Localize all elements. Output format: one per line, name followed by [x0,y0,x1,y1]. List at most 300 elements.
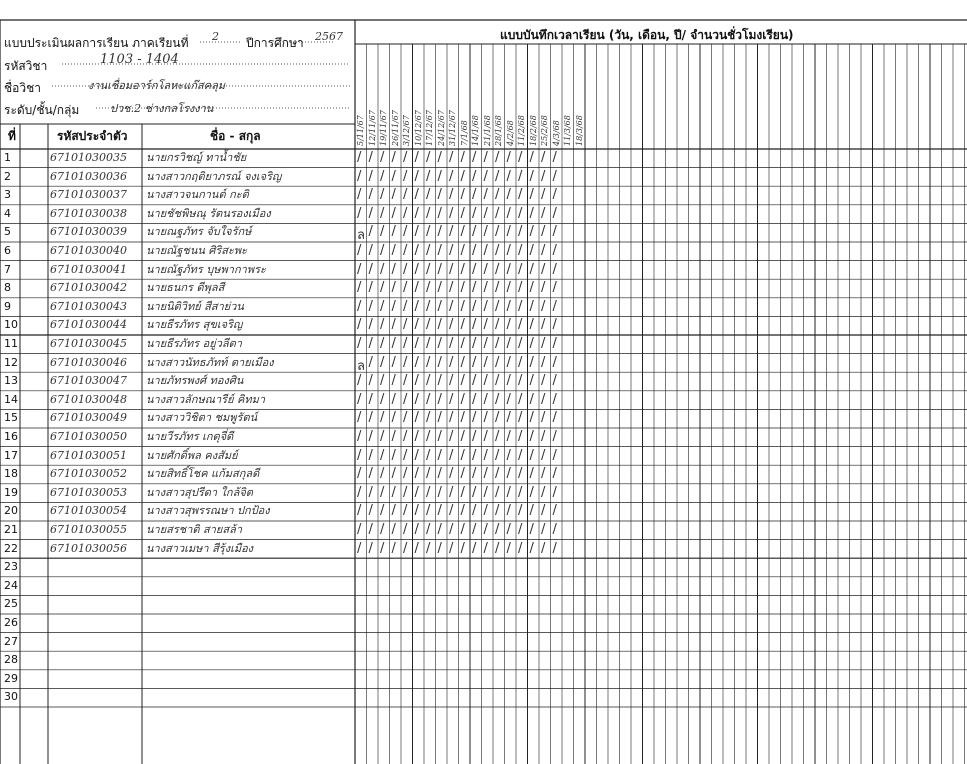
student-name: นายธีรภัทร สุขเจริญ [146,318,243,332]
date-header: 31/12/67 [448,110,457,146]
student-id: 67101030041 [50,262,127,276]
attendance-mark: / [506,187,511,203]
attendance-mark: / [357,317,362,333]
form-label: แบบประเมินผลการเรียน ภาคเรียนที่ [4,36,189,50]
attendance-mark: / [529,410,534,426]
student-id: 67101030045 [50,337,127,350]
attendance-mark: / [460,187,465,203]
attendance-mark: / [552,503,557,519]
subject-name-value: งานเชื่อมอาร์กโลหะแก๊สคลุม [88,79,226,92]
attendance-mark: / [460,503,465,519]
attendance-mark: / [449,373,454,389]
student-name: นางสาวเมษา สีรุ้งเมือง [146,541,254,555]
attendance-mark: / [368,187,373,203]
attendance-mark: / [426,317,431,333]
attendance-mark: / [426,354,431,370]
attendance-mark: / [391,280,396,296]
row-number: 18 [4,467,18,481]
attendance-mark: / [391,410,396,426]
row-number: 1 [4,151,11,164]
attendance-mark: / [529,354,534,370]
row-number: 10 [4,318,18,332]
attendance-mark: / [506,540,511,556]
attendance-mark: / [460,317,465,333]
row-number: 2 [4,169,11,183]
attendance-mark: / [506,168,511,184]
subject-code-value: 1103 - 1404 [100,52,179,67]
attendance-mark: / [518,336,523,351]
attendance-mark: / [368,336,373,351]
row-number: 28 [4,653,18,667]
attendance-mark: / [472,205,477,221]
attendance-mark: / [541,187,546,203]
attendance-mark: / [368,540,373,556]
attendance-mark: / [380,410,385,426]
attendance-mark: / [518,261,523,277]
attendance-mark: / [449,410,454,426]
date-header: 4/2/68 [505,120,515,146]
attendance-mark: / [391,224,396,240]
student-id: 67101030043 [50,299,127,313]
row-number: 19 [4,485,18,499]
attendance-mark: / [552,354,557,370]
attendance-mark: / [472,187,477,203]
attendance-mark: / [483,150,488,165]
attendance-mark: / [552,410,557,426]
date-header: 11/3/68 [563,115,572,146]
attendance-mark: / [426,540,431,556]
attendance-mark: / [529,168,534,184]
student-name: นายณฐภัทร จับใจรักษ์ [146,225,252,239]
attendance-mark: / [483,354,488,370]
attendance-mark: / [380,317,385,333]
attendance-mark: / [529,391,534,407]
attendance-mark: / [437,522,442,537]
attendance-mark: / [518,410,523,426]
attendance-mark: / [403,298,408,314]
attendance-mark: / [541,243,546,258]
attendance-mark: / [552,484,557,500]
attendance-mark: / [437,503,442,519]
attendance-mark: / [357,503,362,519]
attendance-mark: / [426,187,431,203]
row-number: 16 [4,430,18,443]
attendance-mark: / [506,224,511,240]
attendance-mark: / [518,187,523,203]
attendance-mark: / [437,540,442,556]
attendance-mark: / [529,522,534,537]
row-number: 24 [4,578,18,592]
attendance-mark: / [529,298,534,314]
attendance-mark: / [483,205,488,221]
student-id: 67101030051 [50,448,127,462]
col-header-name: ชื่อ - สกุล [210,129,261,143]
date-header: 26/11/67 [390,110,400,146]
attendance-mark: / [495,205,500,221]
student-id: 67101030037 [50,188,127,202]
attendance-mark: / [426,391,431,407]
attendance-mark: / [541,447,546,463]
attendance-mark: / [541,317,546,333]
attendance-mark: / [449,261,454,277]
attendance-mark: / [357,540,362,556]
attendance-mark: / [380,429,385,444]
attendance-mark: / [460,447,465,463]
attendance-mark: / [414,540,419,556]
attendance-mark: / [541,522,546,537]
attendance-mark: / [472,336,477,351]
attendance-mark: / [460,484,465,500]
attendance-mark: / [426,261,431,277]
attendance-mark: / [391,317,396,333]
attendance-mark: / [483,429,488,444]
attendance-mark: / [552,168,557,184]
attendance-mark: / [518,522,523,537]
attendance-mark: / [518,429,523,444]
attendance-mark: / [380,168,385,184]
student-name: นางสาวสุพรรณษา ปกป้อง [146,504,270,518]
attendance-mark: / [460,243,465,258]
attendance-mark: / [541,205,546,221]
attendance-mark: / [495,317,500,333]
row-number: 21 [4,523,18,536]
attendance-mark: / [403,187,408,203]
attendance-mark: / [414,410,419,426]
attendance-mark: / [368,261,373,277]
attendance-mark: / [403,391,408,407]
attendance-mark: / [495,168,500,184]
attendance-mark: / [541,168,546,184]
attendance-mark: / [357,298,362,314]
attendance-mark: / [357,522,362,537]
attendance-mark: / [426,503,431,519]
attendance-mark: / [437,298,442,314]
attendance-mark: / [403,484,408,500]
attendance-mark: / [518,280,523,296]
attendance-mark: / [380,205,385,221]
attendance-mark: / [506,298,511,314]
attendance-mark: / [437,280,442,296]
attendance-mark: / [380,187,385,203]
attendance-mark: / [518,391,523,407]
attendance-mark: / [437,484,442,500]
attendance-mark: / [391,150,396,165]
attendance-mark: / [529,484,534,500]
student-id: 67101030036 [50,169,127,183]
row-number: 5 [4,225,11,239]
row-number: 6 [4,244,11,257]
attendance-mark: / [518,354,523,370]
attendance-mark: / [472,429,477,444]
attendance-mark: / [391,187,396,203]
attendance-mark: / [449,224,454,240]
attendance-mark: / [414,187,419,203]
student-name: นางสาวนัทธภัทท์ ตายเมือง [146,355,274,369]
attendance-mark: / [472,447,477,463]
year-value: 2567 [315,30,343,43]
attendance-mark: / [449,447,454,463]
attendance-mark: / [541,391,546,407]
attendance-mark: / [460,540,465,556]
attendance-mark: / [552,243,557,258]
attendance-mark: / [552,298,557,314]
attendance-mark: / [403,503,408,519]
attendance-mark: / [368,205,373,221]
attendance-mark: / [483,168,488,184]
attendance-mark: / [506,447,511,463]
attendance-mark: / [541,410,546,426]
attendance-mark: / [449,354,454,370]
attendance-mark: / [506,410,511,426]
attendance-mark: / [357,261,362,277]
attendance-mark: / [529,280,534,296]
attendance-mark: / [391,243,396,258]
attendance-mark: / [368,484,373,500]
attendance-mark: / [391,447,396,463]
attendance-mark: / [368,429,373,444]
attendance-mark: / [483,224,488,240]
attendance-mark: / [541,354,546,370]
attendance-mark: / [495,522,500,537]
attendance-mark: / [552,373,557,389]
date-header: 10/12/67 [413,110,423,146]
attendance-mark: / [403,354,408,370]
attendance-mark: / [552,187,557,203]
attendance-mark: / [495,298,500,314]
attendance-mark: / [357,391,362,407]
attendance-mark: / [368,224,373,240]
row-number: 25 [4,597,18,611]
student-name: นายชัชพิษณุ รัตนรองเมือง [146,206,271,220]
attendance-mark: / [414,447,419,463]
attendance-mark: / [529,336,534,351]
attendance-mark: / [437,168,442,184]
student-id: 67101030054 [50,504,127,518]
attendance-mark: / [495,336,500,351]
attendance-mark: / [506,429,511,444]
attendance-mark: / [495,243,500,258]
attendance-mark: / [403,224,408,240]
attendance-mark: / [483,410,488,426]
date-header: 5/11/67 [356,115,365,146]
attendance-mark: / [426,410,431,426]
attendance-mark: / [368,168,373,184]
attendance-mark: / [506,205,511,221]
attendance-mark: / [449,298,454,314]
attendance-mark: / [552,466,557,482]
attendance-mark: / [483,280,488,296]
attendance-mark: ล [357,358,365,374]
attendance-mark: / [506,503,511,519]
attendance-mark: / [403,410,408,426]
attendance-mark: / [357,373,362,389]
attendance-mark: / [437,261,442,277]
attendance-mark: / [437,224,442,240]
row-number: 8 [4,281,11,295]
attendance-mark: / [437,373,442,389]
attendance-mark: / [426,224,431,240]
attendance-mark: / [552,429,557,444]
attendance-mark: / [506,354,511,370]
attendance-mark: / [472,150,477,165]
attendance-mark: / [472,503,477,519]
attendance-mark: / [495,187,500,203]
attendance-mark: / [357,410,362,426]
attendance-mark: / [437,354,442,370]
attendance-mark: / [426,373,431,389]
student-name: นายธีรภัทร อยู่วลีตา [146,337,242,350]
attendance-mark: / [380,503,385,519]
attendance-mark: / [391,336,396,351]
attendance-mark: / [426,150,431,165]
attendance-mark: / [483,466,488,482]
row-number: 12 [4,355,18,369]
attendance-mark: / [529,429,534,444]
attendance-mark: / [449,429,454,444]
attendance-mark: / [391,373,396,389]
attendance-mark: / [449,391,454,407]
attendance-mark: / [437,205,442,221]
student-name: นายกรวิชญ์ ทาน้ำชัย [146,151,247,164]
attendance-mark: / [414,317,419,333]
row-number: 23 [4,560,18,574]
attendance-mark: / [414,503,419,519]
attendance-mark: / [368,298,373,314]
date-header: 25/2/68 [540,115,549,146]
attendance-mark: / [426,484,431,500]
col-header-no: ที่ [8,129,16,143]
attendance-mark: / [552,280,557,296]
attendance-mark: / [529,224,534,240]
row-number: 22 [4,541,18,555]
student-id: 67101030047 [50,374,127,388]
attendance-mark: / [472,224,477,240]
attendance-mark: / [391,522,396,537]
attendance-mark: / [495,466,500,482]
attendance-mark: / [414,205,419,221]
attendance-mark: / [414,336,419,351]
attendance-mark: / [368,522,373,537]
attendance-mark: / [380,336,385,351]
attendance-mark: / [368,317,373,333]
attendance-mark: / [414,391,419,407]
date-header: 24/12/67 [436,110,446,146]
date-header: 14/1/68 [471,115,480,146]
attendance-mark: / [391,484,396,500]
date-header: 18/2/68 [528,115,538,146]
row-number: 3 [4,188,11,202]
attendance-mark: / [426,205,431,221]
attendance-mark: / [437,150,442,165]
attendance-mark: / [380,243,385,258]
attendance-mark: / [449,205,454,221]
attendance-mark: / [495,150,500,165]
attendance-mark: / [506,317,511,333]
attendance-mark: / [357,280,362,296]
attendance-title: แบบบันทึกเวลาเรียน (วัน, เดือน, ปี/ จำนวนชั่วโมงเรียน) [500,28,794,42]
row-number: 15 [4,411,18,425]
attendance-mark: / [495,447,500,463]
date-header: 18/3/68 [574,115,584,146]
row-number: 13 [4,374,18,388]
attendance-mark: / [380,522,385,537]
student-name: นางสาวกฤติยาภรณ์ จงเจริญ [146,169,282,183]
attendance-mark: / [403,373,408,389]
attendance-mark: / [391,429,396,444]
attendance-mark: / [357,466,362,482]
attendance-mark: / [426,298,431,314]
student-name: นายวีรภัทร เกตุจี่ดี [146,430,234,443]
attendance-mark: / [495,261,500,277]
attendance-mark: / [357,187,362,203]
row-number: 11 [4,337,18,350]
level-label: ระดับ/ชั้น/กลุ่ม [4,103,80,117]
attendance-mark: / [518,224,523,240]
attendance-mark: / [437,447,442,463]
attendance-mark: / [541,373,546,389]
attendance-mark: / [380,484,385,500]
attendance-mark: / [391,205,396,221]
attendance-mark: / [529,261,534,277]
attendance-mark: / [518,298,523,314]
attendance-mark: / [472,243,477,258]
attendance-mark: / [518,243,523,258]
attendance-mark: / [357,429,362,444]
attendance-mark: / [449,243,454,258]
attendance-mark: / [552,447,557,463]
attendance-mark: / [391,261,396,277]
date-header: 17/12/67 [425,110,434,146]
attendance-mark: / [529,317,534,333]
attendance-mark: / [357,150,362,165]
attendance-mark: / [541,540,546,556]
attendance-mark: / [368,150,373,165]
attendance-mark: / [472,391,477,407]
attendance-mark: / [472,280,477,296]
attendance-mark: / [460,224,465,240]
attendance-mark: / [483,187,488,203]
attendance-mark: / [368,410,373,426]
attendance-mark: ล [357,228,365,244]
attendance-mark: / [357,243,362,258]
attendance-mark: / [368,243,373,258]
attendance-mark: / [529,503,534,519]
student-id: 67101030053 [50,485,127,499]
attendance-mark: / [529,466,534,482]
attendance-mark: / [529,150,534,165]
attendance-mark: / [483,484,488,500]
attendance-mark: / [403,205,408,221]
attendance-mark: / [472,522,477,537]
attendance-mark: / [403,466,408,482]
subject-name-label: ชื่อวิชา [4,81,41,95]
attendance-mark: / [529,373,534,389]
attendance-mark: / [518,168,523,184]
student-id: 67101030055 [50,523,127,536]
attendance-mark: / [472,540,477,556]
student-id: 67101030052 [50,467,127,481]
attendance-mark: / [449,540,454,556]
attendance-mark: / [472,466,477,482]
attendance-mark: / [403,243,408,258]
attendance-mark: / [541,150,546,165]
student-name: นายสรชาติ สายสล้า [146,523,243,536]
attendance-mark: / [518,540,523,556]
attendance-mark: / [403,261,408,277]
attendance-mark: / [518,150,523,165]
attendance-mark: / [495,540,500,556]
attendance-mark: / [449,484,454,500]
